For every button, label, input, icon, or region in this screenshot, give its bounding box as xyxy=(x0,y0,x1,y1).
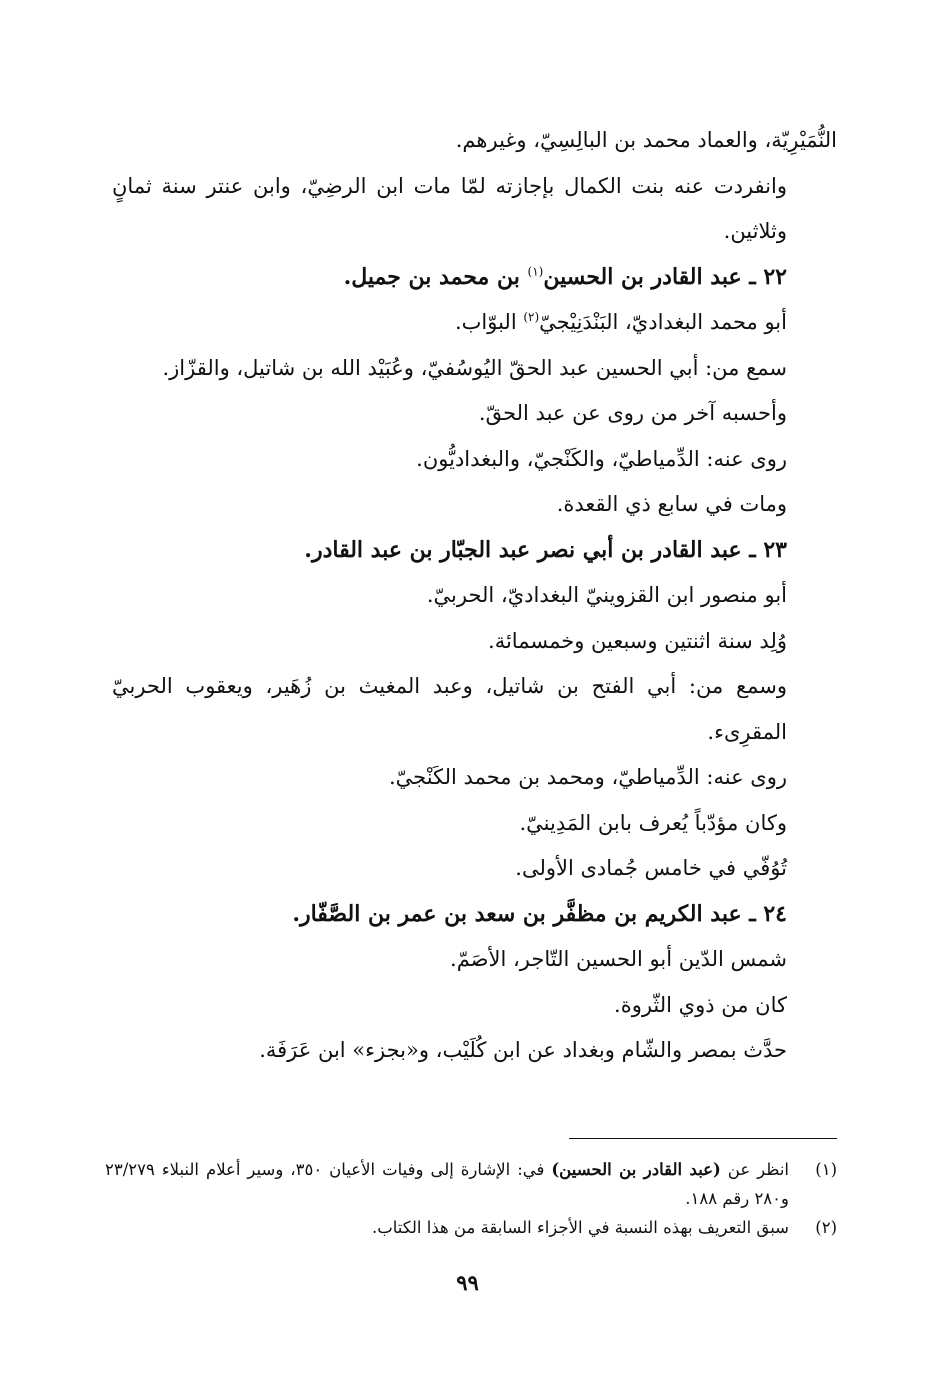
entry-23-title: ٢٣ ـ عبد القادر بن أبي نصر عبد الجبّار بن عبد القادر. xyxy=(304,536,787,563)
footnote-1 xyxy=(105,1155,837,1213)
entry-24-line: شمس الدّين أبو الحسين التّاجر، الأصَمّ. xyxy=(450,947,787,971)
entry-title-text: بن محمد بن جميل. xyxy=(343,263,528,290)
entry-23-line: وُلِد سنة اثنتين وسبعين وخمسمائة. xyxy=(488,628,787,653)
footnote-2 xyxy=(105,1213,837,1242)
footnote-text-part: في: الإشارة إلى وفيات الأعيان ٣٥٠، وسير أعلام النبلاء ٢٣/٢٧٩ و٢٨٠ رقم ١٨٨. xyxy=(105,1160,789,1208)
entry-22-line: روى عنه: الدِّمياطيّ، والكَنْجيّ، والبغداديُّون. xyxy=(416,446,787,471)
entry-23-line: روى عنه: الدِّمياطيّ، ومحمد بن محمد الكَنْجيّ. xyxy=(388,765,787,789)
entry-22-line: ومات في سابع ذي القعدة. xyxy=(556,492,787,516)
entry-22-line: سمع من: أبي الحسين عبد الحقّ اليُوسُفيّ، وعُبَيْد الله بن شاتيل، والقزّاز. xyxy=(162,355,787,380)
entry-24-line: حدَّث بمصر والشّام وبغداد عن ابن كُلَيْب، و«بجزء» ابن عَرَفَة. xyxy=(259,1038,787,1062)
entry-23-line: وسمع من: أبي الفتح بن شاتيل، وعبد المغيث بن زُهَير، ويعقوب الحربيّ المقرِىء. xyxy=(112,674,787,744)
entry-title-text: ٢٢ ـ عبد القادر بن الحسين xyxy=(543,263,787,290)
footnote-text-part: انظر عن xyxy=(720,1160,789,1179)
footnotes xyxy=(105,1155,837,1242)
entry-22-title xyxy=(112,255,837,301)
paragraph: النُّمَيْرِيّة، والعماد محمد بن البالِسِيّ، وغيرهم. xyxy=(455,128,837,152)
footnote-text xyxy=(105,1155,789,1213)
entry-24-line: كان من ذوي الثّروة. xyxy=(614,992,787,1017)
entry-23-line: تُوُفّي في خامس جُمادى الأولى. xyxy=(515,856,787,880)
footnote-divider xyxy=(569,1138,837,1139)
entry-line-text: البوّاب. xyxy=(454,310,524,334)
main-text xyxy=(112,118,837,1074)
paragraph: وانفردت عنه بنت الكمال بإجازته لمّا مات ابن الرضِيّ، وابن عنتر سنة ثمانٍ وثلاثين. xyxy=(112,173,787,243)
page-number: ٩٩ xyxy=(456,1270,479,1295)
entry-22-line: وأحسبه آخر من روى عن عبد الحقّ. xyxy=(478,401,787,425)
entry-23-line: وكان مؤدّباً يُعرف بابن المَدِينيّ. xyxy=(519,810,787,835)
footnote-mark: (٢) xyxy=(815,1218,837,1237)
entry-24-title: ٢٤ ـ عبد الكريم بن مظفَّر بن سعد بن عمر بن الصَّفّار. xyxy=(292,900,787,927)
footnote-ref-2: (٢) xyxy=(523,310,540,324)
entry-23-line: أبو منصور ابن القزوينيّ البغداديّ، الحربيّ. xyxy=(426,583,787,607)
footnote-text: سبق التعريف بهذه النسبة في الأجزاء السابقة من هذا الكتاب. xyxy=(371,1218,789,1237)
footnote-bold-name: (عبد القادر بن الحسين) xyxy=(551,1160,721,1179)
footnote-ref-1: (١) xyxy=(527,264,544,279)
entry-line-text: أبو محمد البغداديّ، البَنْدَنِيْجيّ xyxy=(539,310,787,334)
footnote-mark: (١) xyxy=(815,1160,837,1179)
entry-22-line xyxy=(112,300,837,346)
